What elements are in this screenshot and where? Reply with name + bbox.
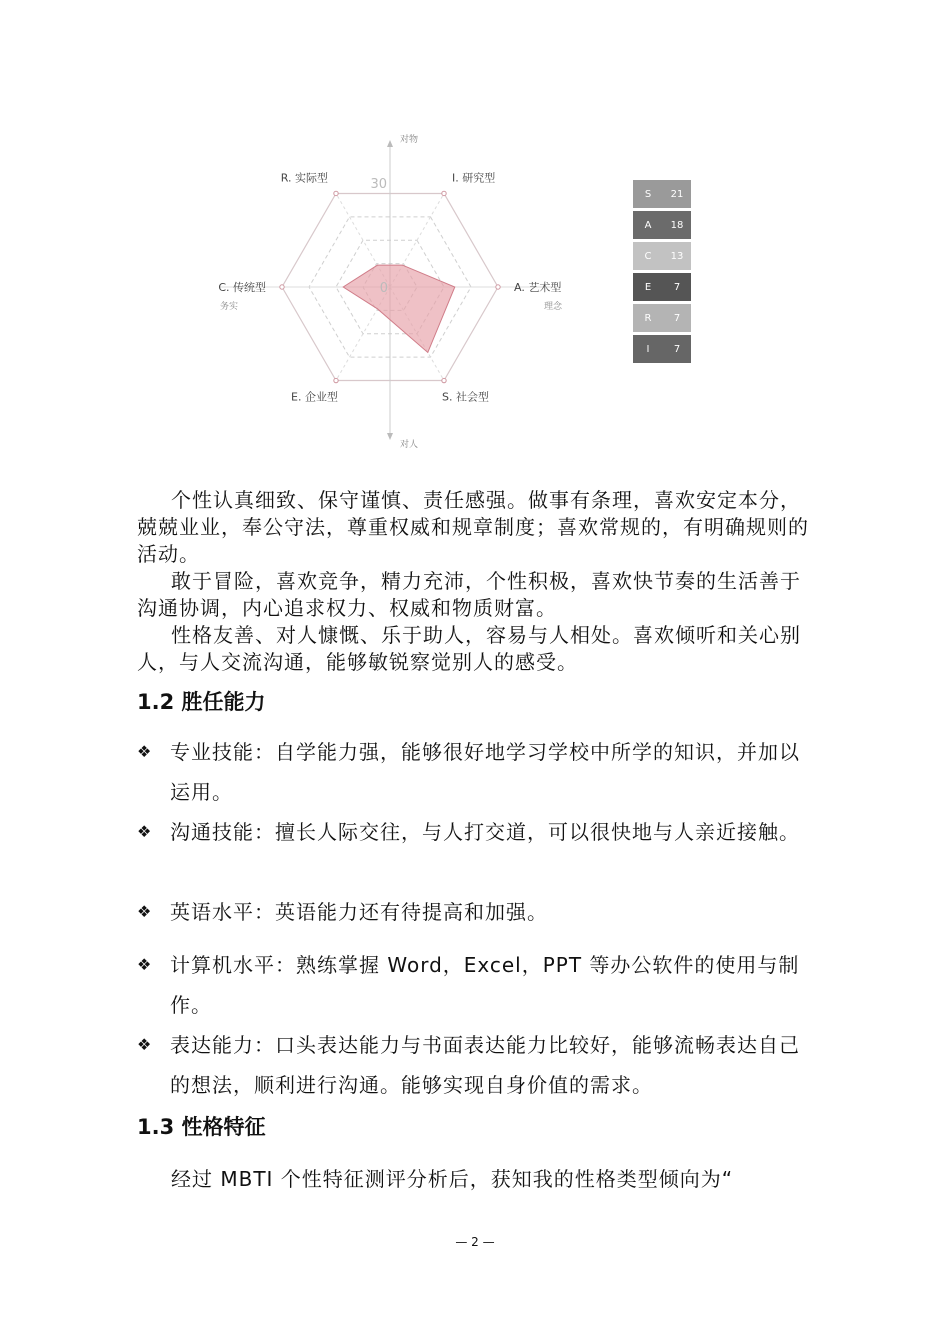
bullet-text: 计算机水平：熟练掌握 Word，Excel，PPT 等办公软件的使用与制作。 <box>170 953 800 1017</box>
bullet-item <box>137 812 817 852</box>
bullet-item <box>137 732 817 812</box>
score-legend <box>633 180 691 366</box>
score-value: 13 <box>670 250 684 262</box>
arrow-up-icon <box>387 140 393 147</box>
score-box <box>633 242 691 270</box>
radar-vertex <box>334 378 338 382</box>
diamond-bullet-icon: ❖ <box>137 742 152 761</box>
bullet-text: 英语水平：英语能力还有待提高和加强。 <box>170 900 548 924</box>
direction-label-right: 理念 <box>543 302 562 312</box>
diamond-bullet-icon: ❖ <box>137 1035 152 1054</box>
score-key: S <box>644 188 652 200</box>
arrow-down-icon <box>387 433 393 440</box>
score-box <box>633 273 691 301</box>
paragraph-enterprising <box>137 568 817 622</box>
diamond-bullet-icon: ❖ <box>137 955 152 974</box>
radar-vertex <box>334 191 338 195</box>
radar-vertex <box>442 378 446 382</box>
paragraph-text: 敢于冒险，喜欢竞争，精力充沛，个性积极，喜欢快节奏的生活善于沟通协调，内心追求权力、权威和物质财富。 <box>137 569 801 620</box>
bullet-text: 表达能力：口头表达能力与书面表达能力比较好，能够流畅表达自己的想法，顺利进行沟通。能够实现自身价值的需求。 <box>170 1033 800 1097</box>
score-box <box>633 304 691 332</box>
score-key: E <box>644 281 652 293</box>
page-number: — 2 — <box>455 1235 495 1249</box>
score-key: C <box>644 250 652 262</box>
score-value: 18 <box>670 219 684 231</box>
bullet-item <box>137 1025 817 1105</box>
radar-axis-label: C. 传统型 <box>218 281 266 294</box>
direction-label-bottom: 对人 <box>400 440 419 450</box>
radar-vertex <box>442 191 446 195</box>
tick-label-min: 0 <box>379 281 388 296</box>
score-key: R <box>644 312 652 324</box>
radar-axis-label: S. 社会型 <box>442 390 489 404</box>
diamond-bullet-icon: ❖ <box>137 902 152 921</box>
paragraph-social <box>137 622 817 676</box>
bullet-item <box>137 945 817 1025</box>
holland-radar-chart <box>200 125 580 455</box>
paragraph-mbti <box>137 1166 817 1193</box>
direction-label-top: 对物 <box>400 135 419 145</box>
score-box <box>633 180 691 208</box>
section-heading-personality: 1.3 性格特征 <box>137 1115 266 1139</box>
radar-axis-label: I. 研究型 <box>452 171 496 185</box>
score-value: 7 <box>673 343 681 355</box>
diamond-bullet-icon: ❖ <box>137 822 152 841</box>
paragraph-conventional <box>137 487 817 568</box>
score-box <box>633 335 691 363</box>
score-value: 7 <box>673 281 681 293</box>
radar-axis-label: E. 企业型 <box>291 390 338 404</box>
bullet-text: 专业技能：自学能力强，能够很好地学习学校中所学的知识，并加以运用。 <box>170 740 800 804</box>
paragraph-text: 个性认真细致、保守谨慎、责任感强。做事有条理，喜欢安定本分，兢兢业业，奉公守法，尊重权威和规章制度；喜欢常规的，有明确规则的活动。 <box>137 488 809 566</box>
radar-axis-label: R. 实际型 <box>280 171 328 185</box>
score-value: 21 <box>670 188 684 200</box>
paragraph-text: 经过 MBTI 个性特征测评分析后，获知我的性格类型倾向为“ <box>171 1167 734 1191</box>
bullet-text: 沟通技能：擅长人际交往，与人打交道，可以很快地与人亲近接触。 <box>170 820 800 844</box>
score-key: A <box>644 219 652 231</box>
section-heading-competence: 1.2 胜任能力 <box>137 690 266 714</box>
score-value: 7 <box>673 312 681 324</box>
score-box <box>633 211 691 239</box>
bullet-item <box>137 892 817 932</box>
direction-label-left: 务实 <box>220 302 239 312</box>
radar-vertex <box>280 285 284 289</box>
radar-vertex <box>496 285 500 289</box>
radar-axis-label: A. 艺术型 <box>514 281 562 294</box>
paragraph-text: 性格友善、对人慷慨、乐于助人，容易与人相处。喜欢倾听和关心别人，与人交流沟通，能够敏锐察觉别人的感受。 <box>137 623 801 674</box>
score-key: I <box>646 343 650 355</box>
tick-label-max: 30 <box>370 177 387 192</box>
